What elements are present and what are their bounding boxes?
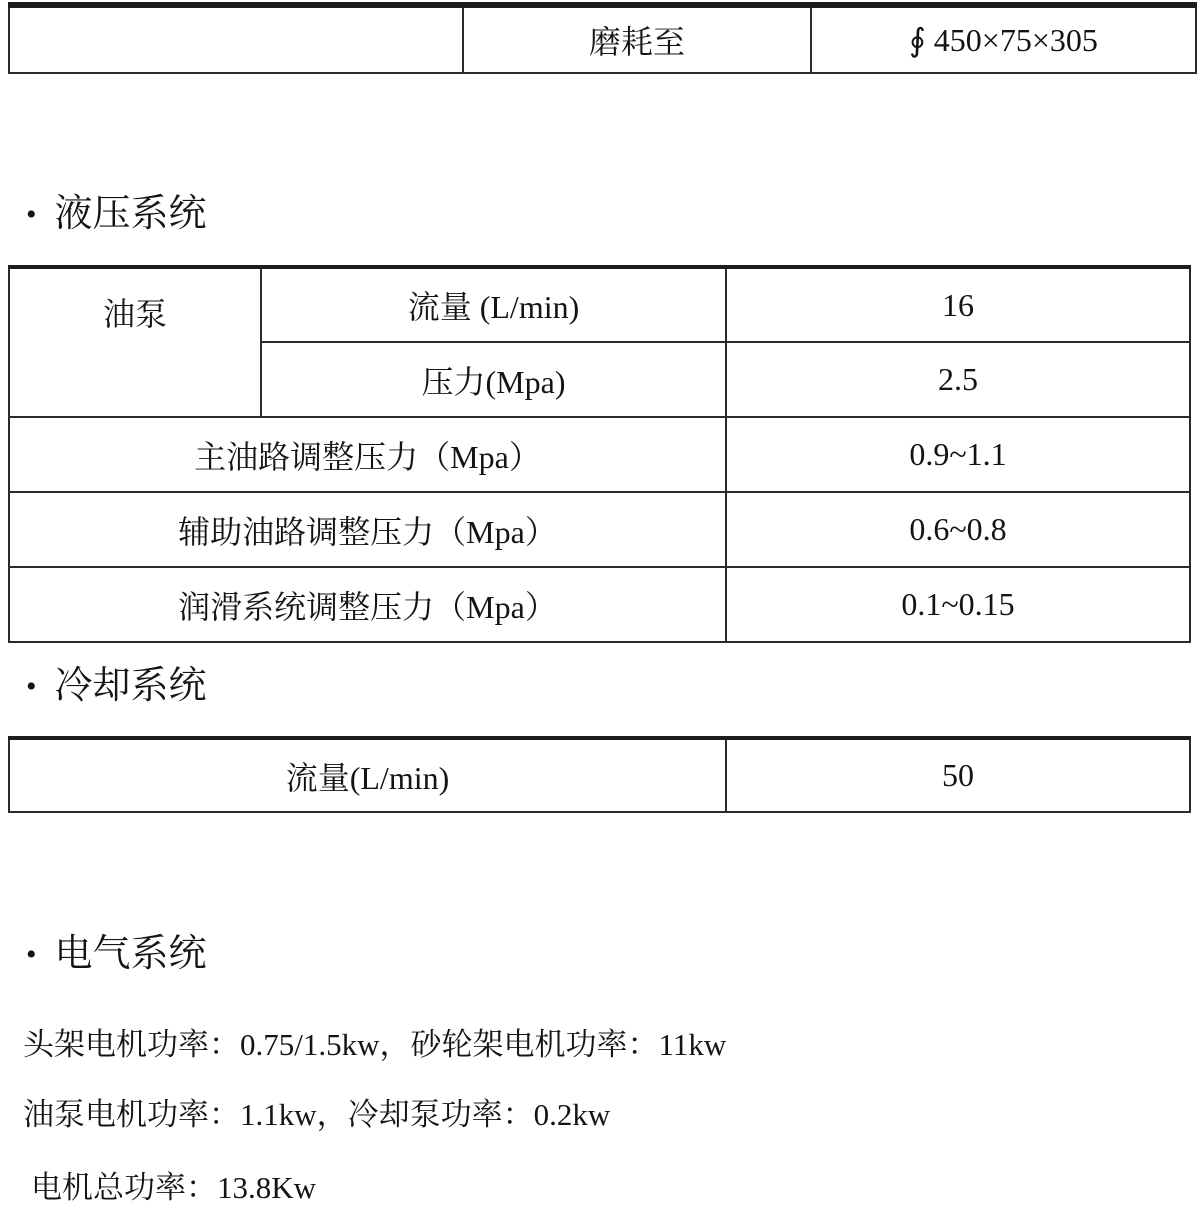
hydraulic-table xyxy=(8,265,1191,643)
table-row xyxy=(9,738,1190,812)
bullet-icon: • xyxy=(26,669,37,703)
bullet-icon: • xyxy=(26,937,37,971)
electrical-spec-line: 头架电机功率：0.75/1.5kw，砂轮架电机功率：11kw xyxy=(23,1027,727,1062)
section-heading-cooling xyxy=(26,666,207,708)
table-row xyxy=(9,267,1190,342)
table-row xyxy=(9,567,1190,642)
spec-value-cell: 16 xyxy=(726,267,1190,342)
spec-label-cell: 压力(Mpa) xyxy=(261,342,726,417)
cooling-table xyxy=(8,736,1191,813)
section-title: 电气系统 xyxy=(54,933,207,975)
flow-label-cell: 流量(L/min) xyxy=(9,738,726,812)
wear-empty-cell xyxy=(9,5,463,73)
flow-value-cell: 50 xyxy=(726,738,1190,812)
spec-value-cell: 2.5 xyxy=(726,342,1190,417)
bullet-icon: • xyxy=(26,197,37,231)
spec-value-cell: 0.9~1.1 xyxy=(726,417,1190,492)
wear-value-cell: ∮ 450×75×305 xyxy=(811,5,1196,73)
wear-label-cell: 磨耗至 xyxy=(463,5,811,73)
section-title: 液压系统 xyxy=(54,193,207,235)
spec-value-cell: 0.6~0.8 xyxy=(726,492,1190,567)
wear-limit-table xyxy=(8,2,1197,74)
spec-value-cell: 0.1~0.15 xyxy=(726,567,1190,642)
pump-group-cell: 油泵 xyxy=(9,267,261,417)
spec-label-cell: 流量 (L/min) xyxy=(261,267,726,342)
spec-label-cell: 主油路调整压力（Mpa） xyxy=(9,417,726,492)
spec-label-cell: 润滑系统调整压力（Mpa） xyxy=(9,567,726,642)
table-row xyxy=(9,492,1190,567)
spec-label-cell: 辅助油路调整压力（Mpa） xyxy=(9,492,726,567)
table-row xyxy=(9,417,1190,492)
section-title: 冷却系统 xyxy=(54,665,207,707)
electrical-spec-line: 油泵电机功率：1.1kw，冷却泵功率：0.2kw xyxy=(23,1097,611,1132)
section-heading-hydraulic xyxy=(26,194,207,236)
table-row xyxy=(9,5,1196,73)
section-heading-electrical xyxy=(26,934,207,976)
electrical-spec-line: 电机总功率：13.8Kw xyxy=(31,1170,317,1205)
